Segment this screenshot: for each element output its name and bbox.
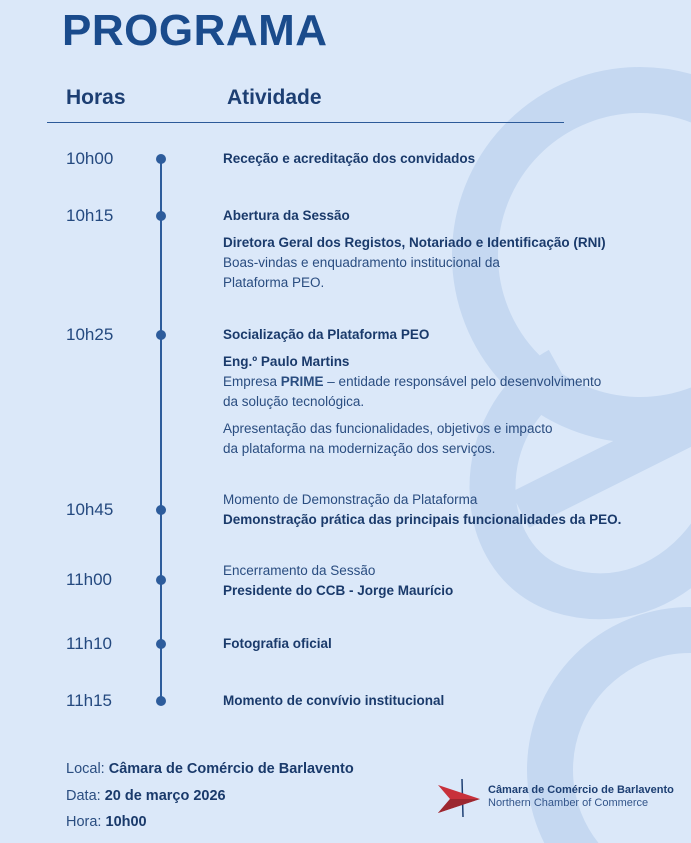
activity-description: Empresa PRIME – entidade responsável pelo desenvolvimento: [223, 374, 602, 389]
activity-description: da solução tecnológica.: [223, 394, 365, 409]
schedule-activity: [223, 634, 663, 654]
schedule-activity: [223, 490, 663, 530]
activity-title: Receção e acreditação dos convidados: [223, 151, 476, 166]
column-header-horas: Horas: [66, 86, 126, 109]
activity-subtitle: Encerramento da Sessão: [223, 563, 376, 578]
schedule-time: 10h25: [66, 325, 114, 344]
footer-local-value: Câmara de Comércio de Barlavento: [108, 761, 354, 777]
timeline-dot: [156, 639, 166, 649]
schedule-time: 11h10: [66, 634, 113, 653]
footer-date-label: Data:: [66, 788, 101, 804]
footer-local-label: Local:: [66, 761, 105, 777]
activity-title: Presidente do CCB - Jorge Maurício: [223, 583, 454, 598]
schedule-time: 11h00: [66, 570, 113, 589]
activity-title: Demonstração prática das principais funcionalidades da PEO.: [223, 512, 622, 527]
logo-name: Câmara de Comércio de Barlavento: [488, 784, 674, 796]
company-name: PRIME: [280, 374, 324, 389]
timeline-dot: [156, 575, 166, 585]
schedule-time: 10h45: [66, 500, 114, 519]
schedule-activity: [223, 206, 663, 293]
chamber-logo-icon: [436, 775, 482, 821]
activity-title: Abertura da Sessão: [223, 208, 350, 223]
logo-subtitle: Northern Chamber of Commerce: [488, 797, 649, 809]
timeline-dot: [156, 154, 166, 164]
schedule-activity: [223, 691, 663, 711]
schedule-time: 10h00: [66, 149, 114, 168]
footer-hour-label: Hora:: [66, 814, 102, 830]
activity-title: Fotografia oficial: [223, 636, 332, 651]
page-title: PROGRAMA: [62, 6, 328, 55]
schedule-activity: [223, 561, 663, 601]
footer-date: [66, 788, 226, 804]
activity-subtitle: Momento de Demonstração da Plataforma: [223, 492, 478, 507]
activity-description: da plataforma na modernização dos serviços.: [223, 441, 496, 456]
activity-title: Momento de convívio institucional: [223, 693, 445, 708]
activity-speaker: Eng.º Paulo Martins: [223, 354, 350, 369]
schedule-time: 10h15: [66, 206, 114, 225]
timeline-dot: [156, 505, 166, 515]
column-header-atividade: Atividade: [227, 86, 322, 109]
activity-speaker: Diretora Geral dos Registos, Notariado e Identificação (RNI): [223, 235, 606, 250]
activity-description: Boas-vindas e enquadramento institucional da: [223, 255, 500, 270]
timeline-line: [160, 158, 162, 703]
timeline-dot: [156, 696, 166, 706]
footer-hour-value: 10h00: [105, 814, 147, 830]
schedule-activity: [223, 149, 663, 169]
activity-title: Socialização da Plataforma PEO: [223, 327, 430, 342]
footer-hour: [66, 814, 147, 830]
schedule-activity: [223, 325, 663, 459]
timeline-dot: [156, 330, 166, 340]
schedule-time: 11h15: [66, 691, 113, 710]
footer-local: [66, 761, 354, 777]
footer-date-value: 20 de março 2026: [104, 788, 226, 804]
activity-description: Plataforma PEO.: [223, 275, 325, 290]
activity-description: Apresentação das funcionalidades, objetivos e impacto: [223, 421, 553, 436]
logo-text: [488, 784, 674, 810]
timeline-dot: [156, 211, 166, 221]
header-divider: [47, 122, 564, 123]
